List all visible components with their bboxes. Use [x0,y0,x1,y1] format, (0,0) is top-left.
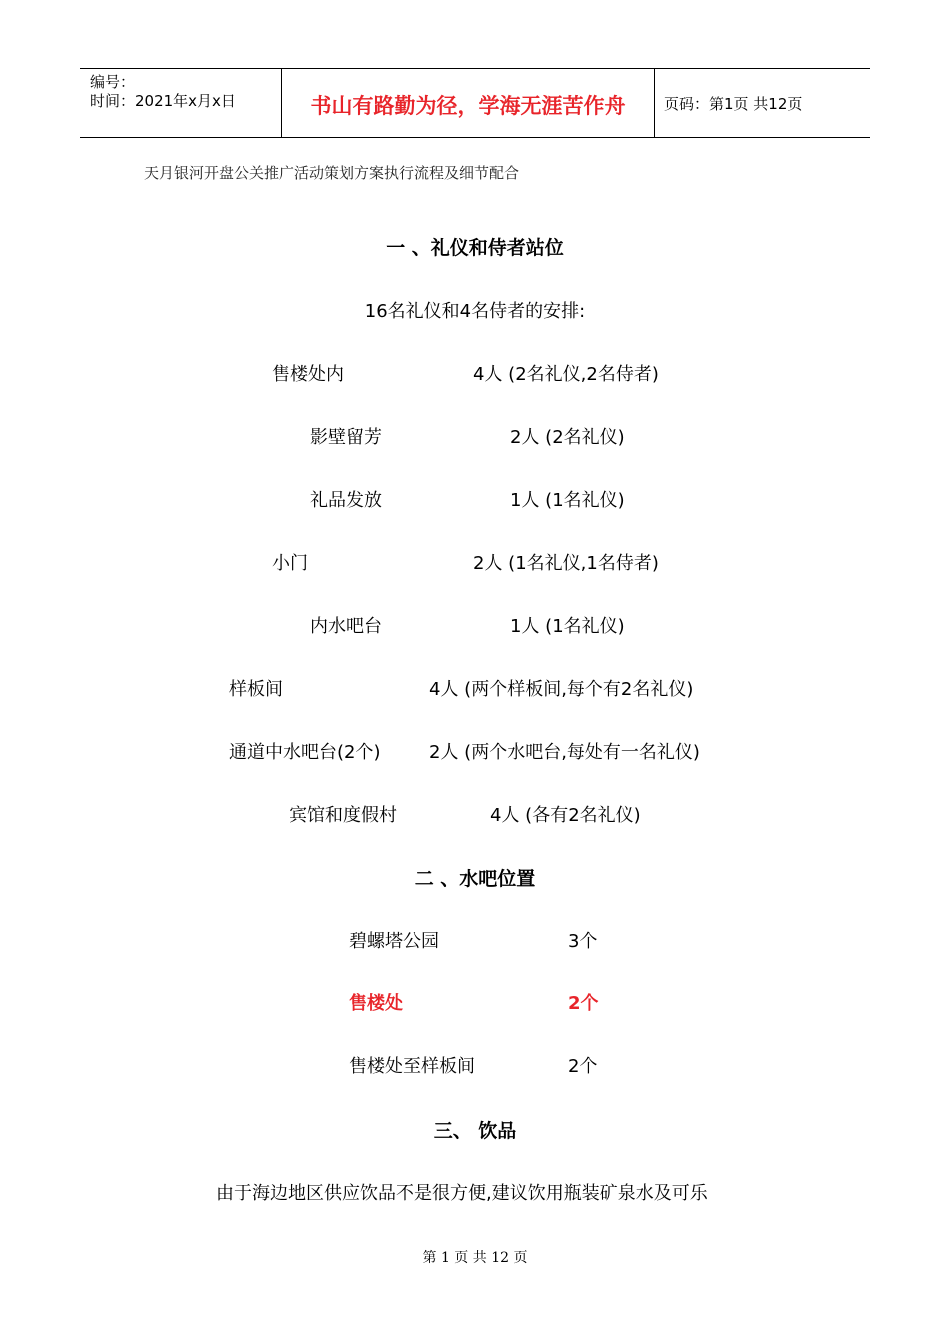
etiquette-intro: 16名礼仪和4名侍者的安排: [364,301,586,322]
water-bar-count: 2个 [568,1056,598,1077]
etiquette-place: 通道中水吧台(2个) [229,742,381,763]
page-footer: 第 1 页 共 12 页 [422,1250,528,1266]
etiquette-place: 内水吧台 [310,616,382,637]
etiquette-place: 礼品发放 [310,490,382,511]
etiquette-detail: 1人 (1名礼仪) [510,616,625,637]
drinks-text: 由于海边地区供应饮品不是很方便,建议饮用瓶装矿泉水及可乐 [216,1183,708,1204]
water-bar-count: 2个 [568,993,599,1014]
etiquette-detail: 4人 (两个样板间,每个有2名礼仪) [429,679,694,700]
etiquette-detail: 2人 (1名礼仪,1名侍者) [473,553,659,574]
water-bar-place: 售楼处 [349,993,403,1014]
number-label: 编号： [90,73,136,91]
section-heading-etiquette: 一 、礼仪和侍者站位 [386,237,564,259]
etiquette-detail: 2人 (两个水吧台,每处有一名礼仪) [429,742,700,763]
water-bar-place: 碧螺塔公园 [349,931,439,952]
etiquette-detail: 4人 (各有2名礼仪) [490,805,641,826]
etiquette-detail: 4人 (2名礼仪,2名侍者) [473,364,659,385]
header-page-cell [655,69,870,137]
etiquette-place: 样板间 [229,679,283,700]
header-motto: 书山有路勤为径，学海无涯苦作舟 [310,94,626,118]
water-bar-count: 3个 [568,931,598,952]
time-label: 时间：2021年x月x日 [90,92,236,110]
document-title: 天月银河开盘公关推广活动策划方案执行流程及细节配合 [144,164,520,182]
water-bar-place: 售楼处至样板间 [349,1056,475,1077]
section-heading-water-bar: 二 、水吧位置 [414,868,536,890]
section-heading-drinks: 三、 饮品 [433,1120,517,1142]
page-header [80,68,870,138]
header-info-cell [80,69,282,137]
header-motto-cell [282,69,655,137]
header-page-info: 页码：第1页 共12页 [664,95,803,113]
etiquette-place: 小门 [272,553,308,574]
etiquette-place: 宾馆和度假村 [289,805,397,826]
etiquette-detail: 2人 (2名礼仪) [510,427,625,448]
etiquette-detail: 1人 (1名礼仪) [510,490,625,511]
etiquette-place: 影壁留芳 [310,427,382,448]
etiquette-place: 售楼处内 [272,364,344,385]
